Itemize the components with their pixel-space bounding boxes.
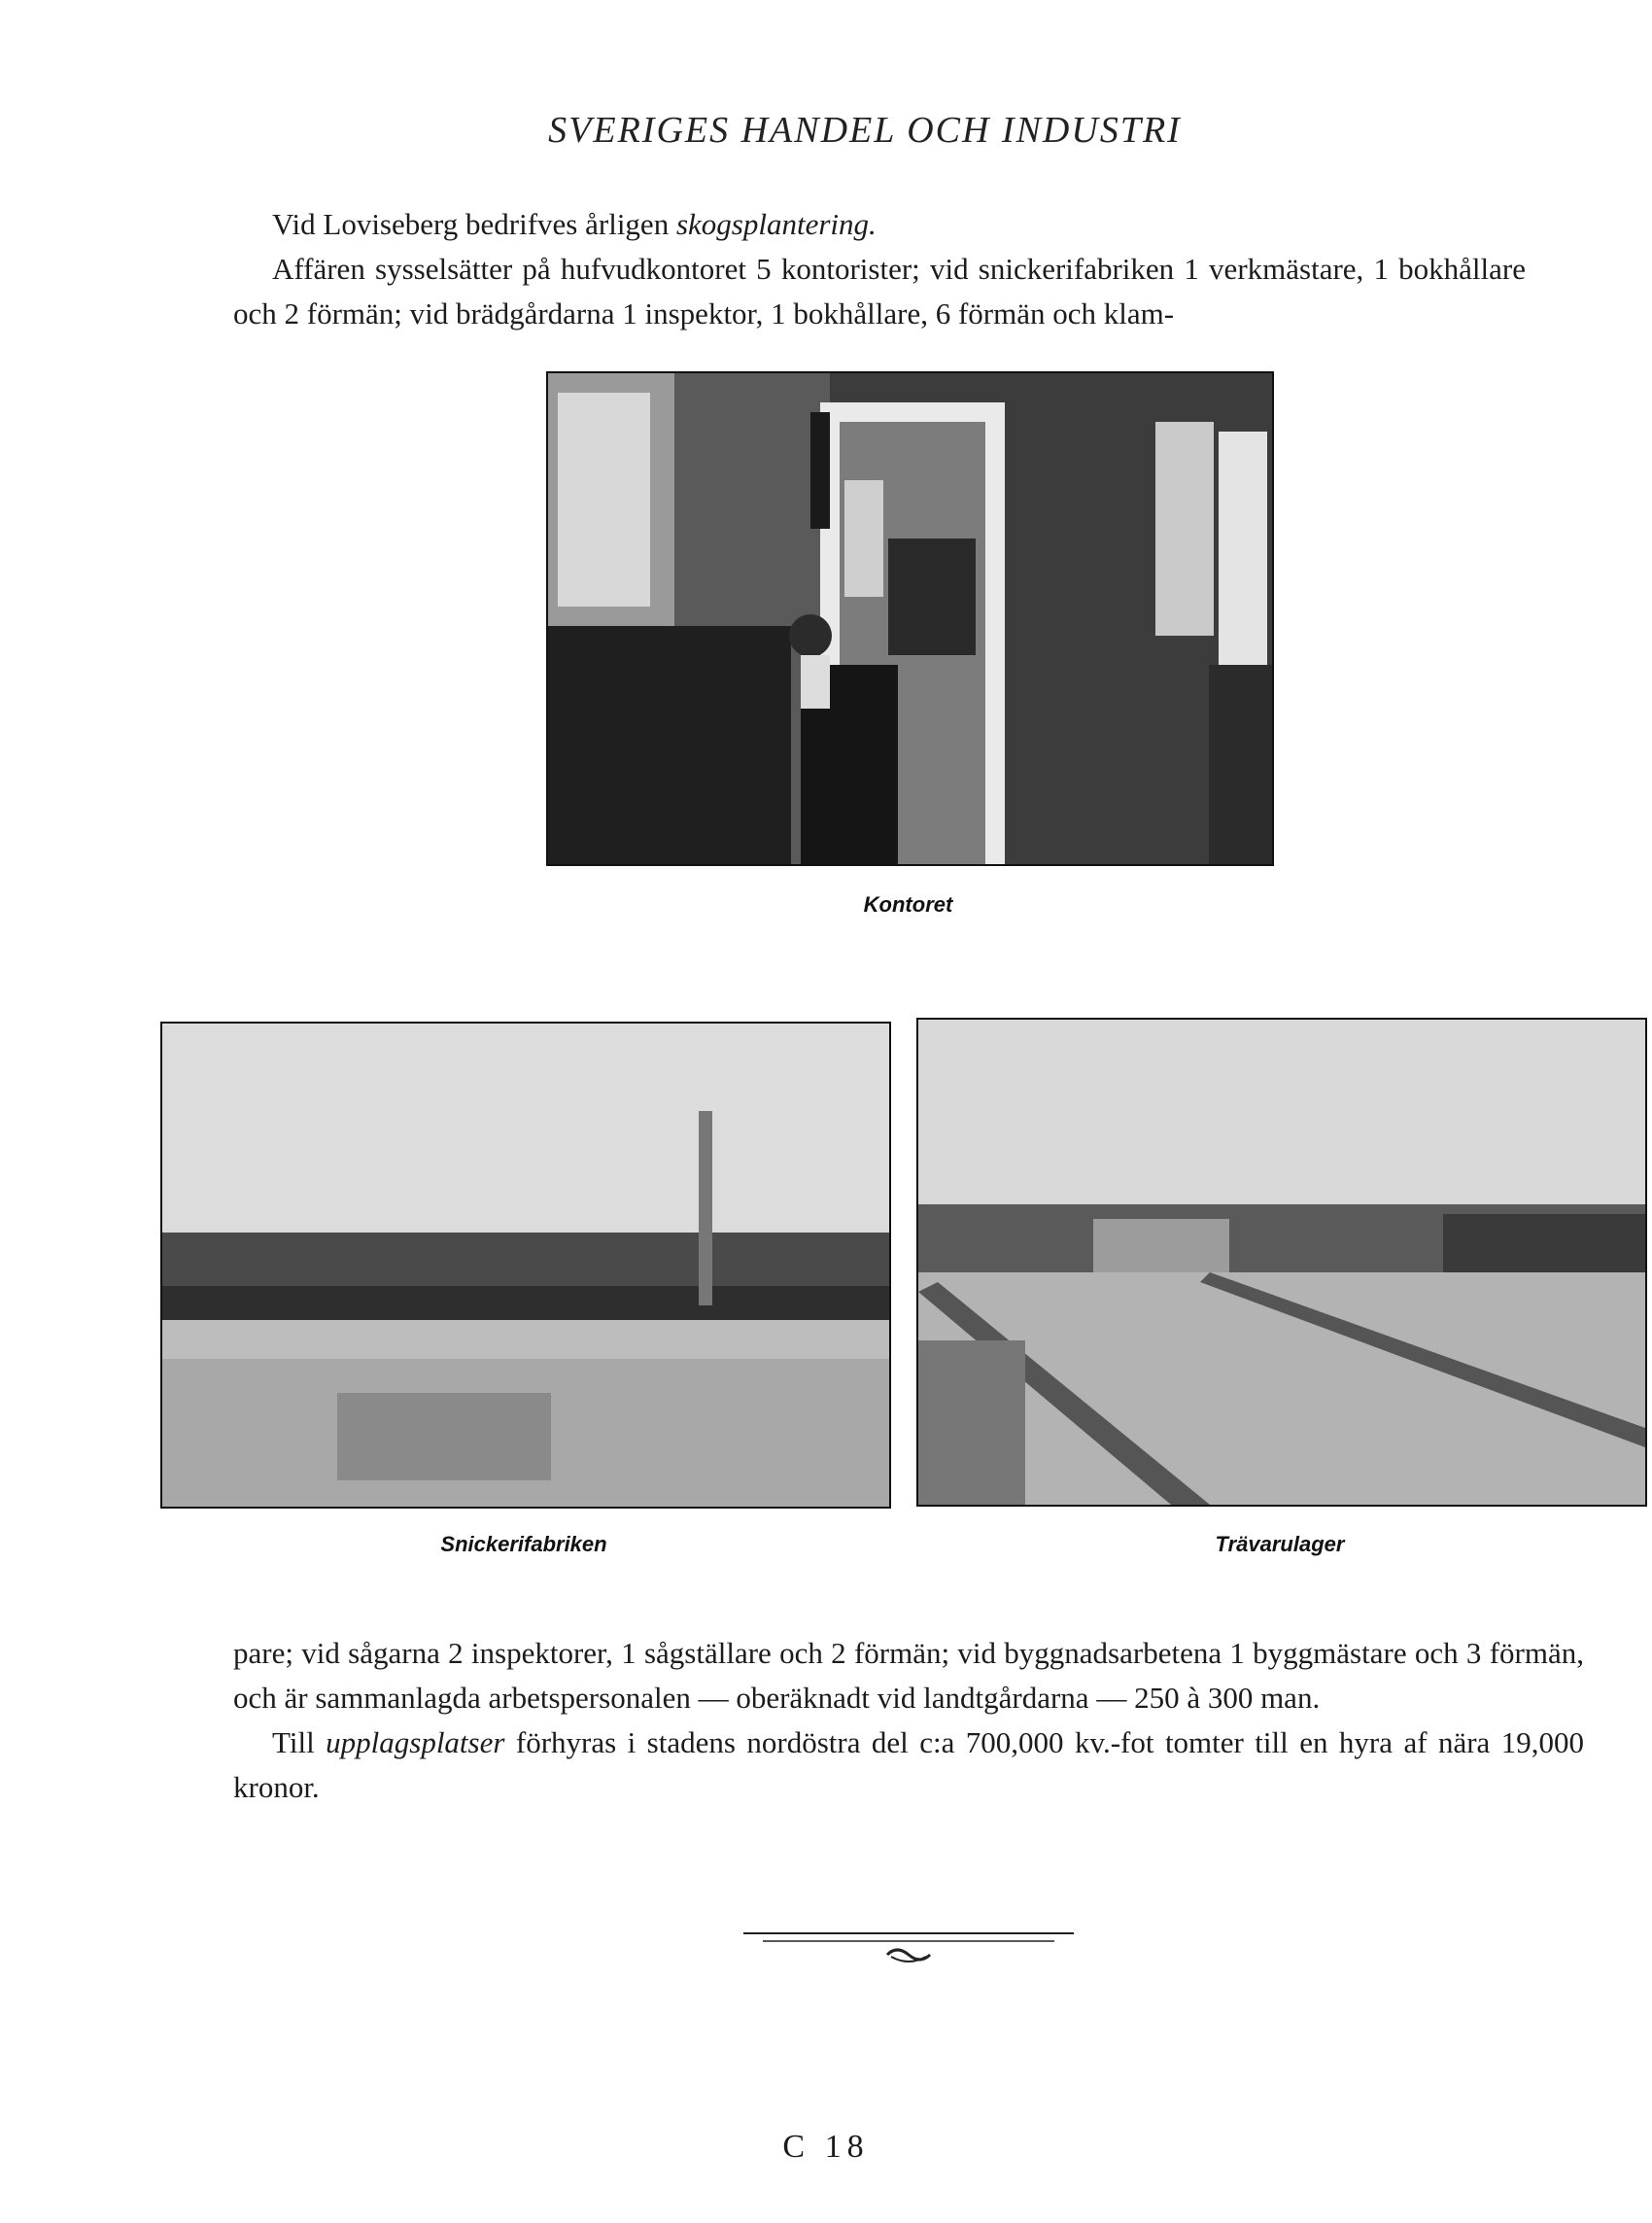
bottom-paragraph [233, 1631, 1584, 1810]
text-italic: skogsplantering. [675, 207, 877, 241]
timber-photo [916, 1018, 1647, 1507]
text-plain: Till [272, 1725, 327, 1759]
storage-paragraph [233, 1720, 1584, 1810]
office-interior-photo-icon [548, 373, 1272, 864]
text-plain: förhyras i stadens nordöstra del c:a 700,000 kv.-fot tomter till en hyra af nära 19,000 kronor. [233, 1725, 1585, 1804]
line-skogsplantering [233, 202, 1526, 247]
flourish-icon [743, 1929, 1074, 1968]
factory-caption: Snickerifabriken [440, 1532, 607, 1556]
office-photo [546, 371, 1274, 866]
page-number: C 18 [782, 2129, 870, 2165]
staff-paragraph: Affären sysselsätter på hufvudkontoret 5 kontorister; vid snickerifabriken 1 verkmästare, 1 bokhållare och 2 förmän; vid brädgårdarna 1 inspektor, 1 bokhållare, 6 förmän och klam- [233, 252, 1526, 330]
text-plain: Vid Loviseberg bedrifves årligen [272, 207, 676, 241]
factory-photo [160, 1022, 891, 1509]
top-paragraph [233, 202, 1526, 336]
timber-yard-photo-icon [918, 1020, 1645, 1505]
office-caption: Kontoret [863, 892, 953, 917]
timber-caption: Trävarulager [1215, 1532, 1345, 1556]
page-header: SVERIGES HANDEL OCH INDUSTRI [548, 110, 1182, 151]
ornament-divider [743, 1929, 1074, 1968]
text-italic: upplagsplatser [326, 1725, 505, 1759]
workforce-paragraph: pare; vid sågarna 2 inspektorer, 1 sågställare och 2 förmän; vid byggnadsarbetena 1 byggmästare och 3 förmän, och är sammanlagda arbetspersonalen — oberäknadt vid landtgårdarna — 250 à 300 man. [233, 1636, 1584, 1715]
factory-yard-photo-icon [162, 1024, 889, 1507]
